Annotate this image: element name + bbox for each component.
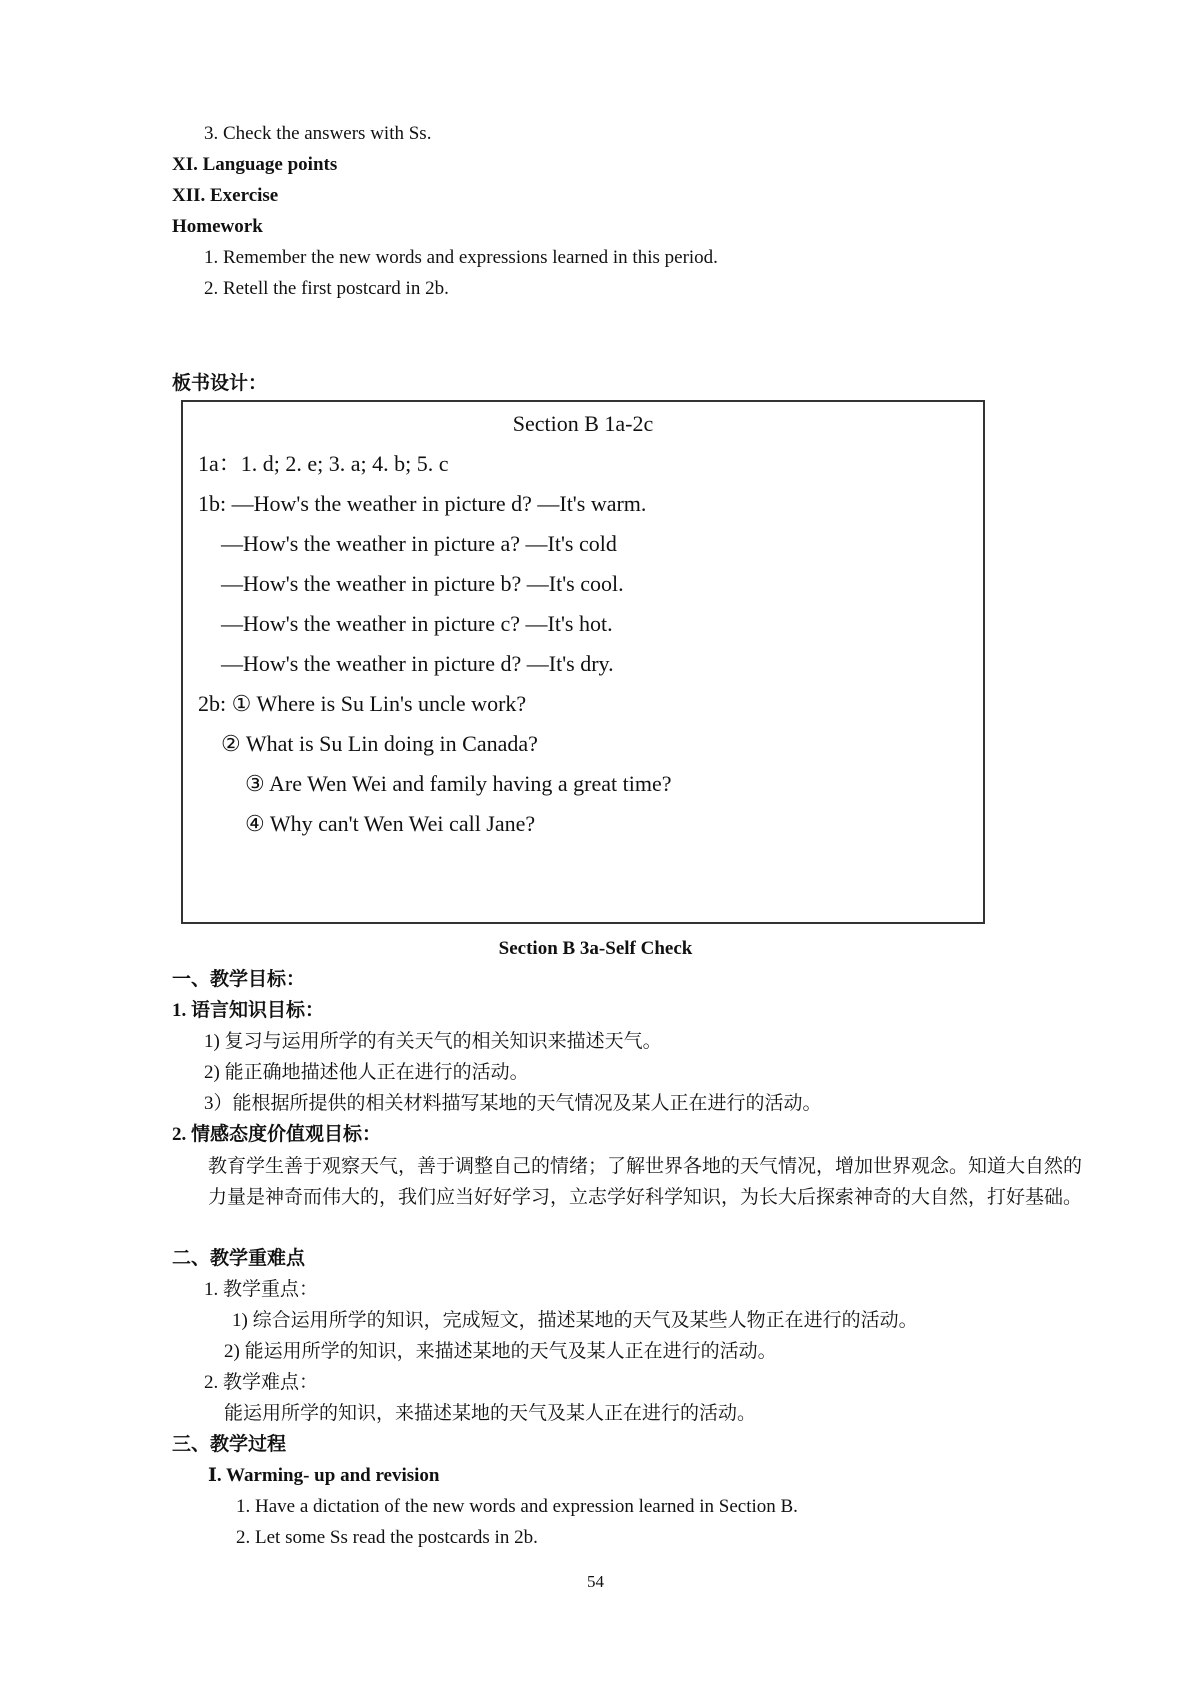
language-goal-heading: 1. 语言知识目标： — [172, 1000, 325, 1021]
warmup-item: 2. Let some Ss read the postcards in 2b. — [236, 1527, 538, 1548]
process-heading: 三、教学过程 — [172, 1434, 287, 1455]
warmup-heading: Ⅰ. Warming- up and revision — [208, 1465, 440, 1486]
key-point-item: 1) 综合运用所学的知识，完成短文，描述某地的天气及某些人物正在进行的活动。 — [232, 1310, 918, 1331]
attitude-goal-heading: 2. 情感态度价值观目标： — [172, 1124, 382, 1145]
warmup-item: 1. Have a dictation of the new words and expression learned in Section B. — [236, 1496, 798, 1517]
language-goal-item: 1) 复习与运用所学的有关天气的相关知识来描述天气。 — [204, 1031, 662, 1052]
board-line: —How's the weather in picture b? —It's cool. — [221, 571, 624, 596]
difficulty-text: 能运用所学的知识，来描述某地的天气及某人正在进行的活动。 — [224, 1403, 757, 1424]
board-line-2b: 2b: ① Where is Su Lin's uncle work? — [198, 691, 527, 716]
homework-item: 1. Remember the new words and expressions learned in this period. — [204, 247, 718, 268]
board-line-1b: 1b: —How's the weather in picture d? —It's warm. — [198, 491, 647, 516]
board-design-box — [181, 400, 985, 924]
language-goal-item: 2) 能正确地描述他人正在进行的活动。 — [204, 1062, 529, 1083]
key-point-item: 2) 能运用所学的知识，来描述某地的天气及某人正在进行的活动。 — [224, 1341, 777, 1362]
board-line-1a: 1a：1. d; 2. e; 3. a; 4. b; 5. c — [198, 451, 449, 476]
step-3: 3. Check the answers with Ss. — [204, 123, 432, 144]
exercise-heading: XII. Exercise — [172, 185, 279, 206]
page-number: 54 — [587, 1572, 604, 1591]
board-line: —How's the weather in picture a? —It's cold — [221, 531, 617, 556]
board-line: —How's the weather in picture d? —It's dry. — [221, 651, 614, 676]
homework-item: 2. Retell the first postcard in 2b. — [204, 278, 449, 299]
attitude-goal-text: 教育学生善于观察天气，善于调整自己的情绪；了解世界各地的天气情况，增加世界观念。知道大自然的力量是神奇而伟大的，我们应当好好学习，立志学好科学知识，为长大后探索神奇的大自然，打好基础。 — [208, 1156, 1083, 1208]
language-points-heading: XI. Language points — [172, 154, 338, 175]
board-line: ③ Are Wen Wei and family having a great time? — [245, 771, 672, 796]
board-title: Section B 1a-2c — [512, 411, 654, 436]
goals-heading: 一、教学目标： — [172, 969, 306, 990]
difficulty-label: 2. 教学难点： — [204, 1372, 319, 1393]
section-title: Section B 3a-Self Check — [498, 938, 693, 959]
board-line: —How's the weather in picture c? —It's hot. — [221, 611, 613, 636]
key-points-heading: 二、教学重难点 — [172, 1248, 306, 1269]
homework-heading: Homework — [172, 216, 263, 237]
language-goal-item: 3）能根据所提供的相关材料描写某地的天气情况及某人正在进行的活动。 — [204, 1093, 822, 1114]
board-line: ② What is Su Lin doing in Canada? — [221, 731, 538, 756]
board-design-heading: 板书设计： — [172, 373, 268, 394]
board-line: ④ Why can't Wen Wei call Jane? — [245, 811, 536, 836]
key-point-label: 1. 教学重点： — [204, 1279, 319, 1300]
